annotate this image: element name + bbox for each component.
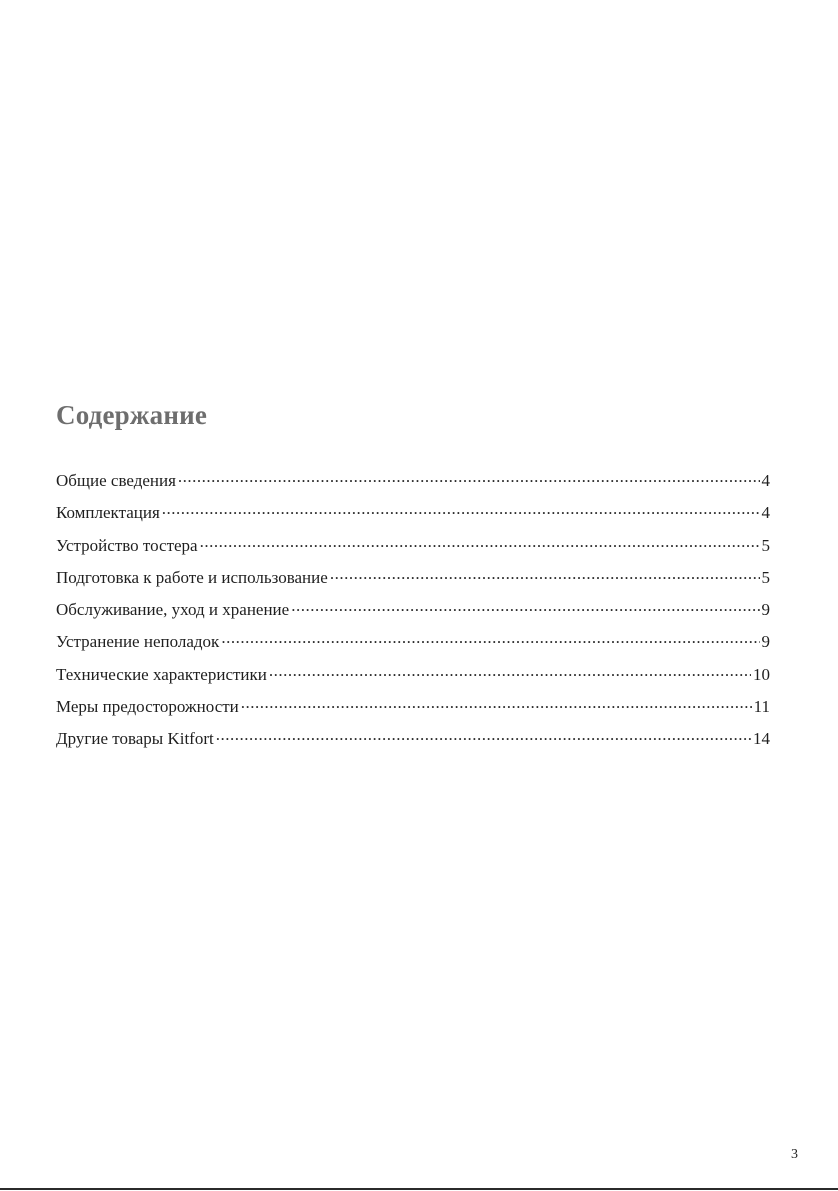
toc-dot-leader bbox=[291, 595, 759, 615]
toc-item-label: Общие сведения bbox=[56, 471, 176, 490]
toc-item-preparation-and-use[interactable] bbox=[56, 563, 770, 595]
page-number: 3 bbox=[791, 1147, 798, 1162]
toc-item-toaster-design[interactable] bbox=[56, 531, 770, 563]
toc-dot-leader bbox=[178, 466, 760, 486]
toc-item-label: Меры предосторожности bbox=[56, 697, 239, 717]
toc-item-page: 14 bbox=[753, 729, 770, 749]
toc-title: Содержание bbox=[56, 400, 208, 430]
toc-item-page: 9 bbox=[761, 600, 770, 620]
toc-item-page: 5 bbox=[761, 567, 770, 587]
toc-dot-leader bbox=[216, 724, 751, 744]
page-bottom-divider bbox=[0, 1188, 838, 1190]
toc-item-label: Устранение неполадок bbox=[56, 632, 220, 652]
toc-item-label: Подготовка к работе и использование bbox=[56, 567, 328, 587]
toc-item-package-contents[interactable] bbox=[56, 498, 770, 530]
toc-dot-leader bbox=[162, 498, 760, 518]
toc-item-page: 5 bbox=[761, 535, 770, 555]
toc-dot-leader bbox=[221, 627, 759, 647]
toc-item-general-info[interactable] bbox=[56, 466, 770, 498]
toc-item-maintenance-care-storage[interactable] bbox=[56, 595, 770, 627]
toc-item-page: 9 bbox=[761, 632, 770, 652]
toc-dot-leader bbox=[269, 660, 751, 680]
toc-dot-leader bbox=[241, 692, 752, 712]
toc-item-label: Другие товары Kitfort bbox=[56, 729, 214, 749]
toc-item-specifications[interactable] bbox=[56, 660, 770, 692]
toc-item-safety-precautions[interactable] bbox=[56, 692, 770, 724]
toc-dot-leader bbox=[330, 563, 760, 583]
toc-item-label: Устройство тостера bbox=[56, 535, 198, 555]
toc-item-page: 4 bbox=[761, 503, 770, 523]
toc-item-label: Комплектация bbox=[56, 503, 160, 523]
toc-item-other-products[interactable] bbox=[56, 724, 770, 756]
toc-item-page: 10 bbox=[753, 664, 770, 684]
toc-item-page: 11 bbox=[753, 697, 770, 717]
toc-dot-leader bbox=[200, 531, 760, 551]
toc-item-page: 4 bbox=[761, 471, 770, 490]
toc-list bbox=[56, 466, 770, 757]
toc-item-label: Технические характеристики bbox=[56, 664, 267, 684]
toc-item-troubleshooting[interactable] bbox=[56, 627, 770, 659]
toc-item-label: Обслуживание, уход и хранение bbox=[56, 600, 290, 620]
